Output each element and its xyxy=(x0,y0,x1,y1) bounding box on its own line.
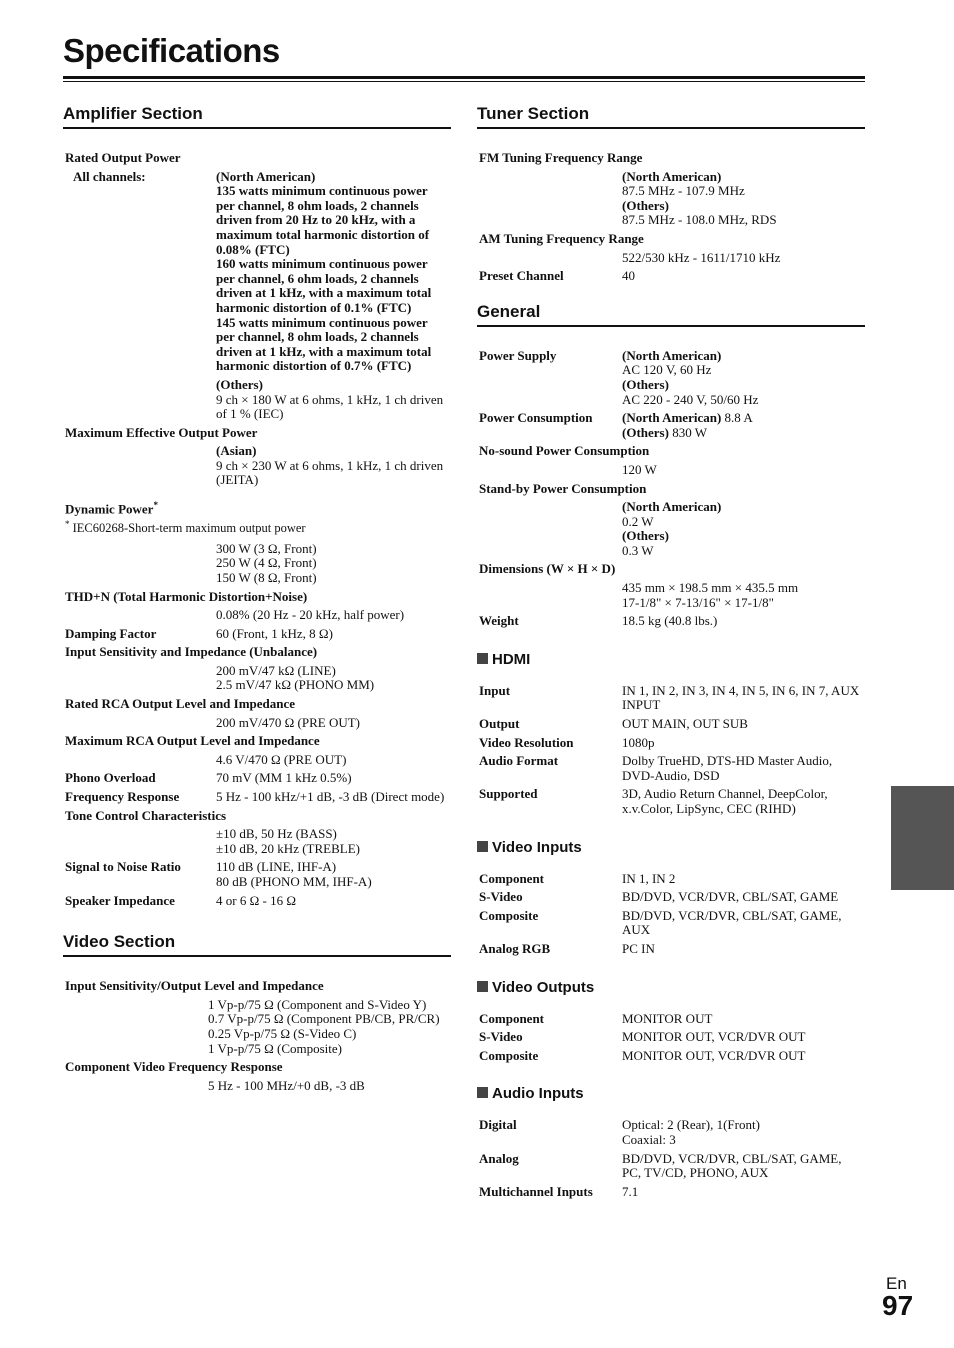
spec-value: ±10 dB, 20 kHz (TREBLE) xyxy=(216,840,360,856)
spec-value: AC 220 - 240 V, 50/60 Hz xyxy=(622,391,759,407)
spec-value: 17-1/8" × 7-13/16" × 17-1/8" xyxy=(622,594,774,610)
square-bullet-icon xyxy=(477,1087,488,1098)
analog-value: BD/DVD, VCR/DVR, CBL/SAT, GAME, PC, TV/CD, PHONO, AUX xyxy=(622,1150,842,1181)
component-frequency-label: Component Video Frequency Response xyxy=(65,1059,283,1075)
video-section-heading: Video Section xyxy=(63,932,451,957)
video-output-row-label: Component xyxy=(479,1010,545,1026)
max-rca-value: 4.6 V/470 Ω (PRE OUT) xyxy=(216,751,347,767)
rated-output-others-value xyxy=(214,378,451,426)
video-section xyxy=(63,932,451,1097)
square-bullet-icon xyxy=(477,653,488,664)
frequency-response-label: Frequency Response xyxy=(65,789,180,805)
video-outputs-heading xyxy=(477,979,865,996)
hdmi-heading xyxy=(477,651,865,668)
damping-label: Damping Factor xyxy=(65,625,157,641)
power-supply-label: Power Supply xyxy=(479,347,557,363)
video-input-row-label: Composite xyxy=(479,907,539,923)
snr-label: Signal to Noise Ratio xyxy=(65,859,181,875)
digital-value xyxy=(620,1118,865,1151)
video-input-row-value: PC IN xyxy=(622,940,655,956)
section-tab-marker xyxy=(891,786,954,890)
spec-value: 8.8 A xyxy=(724,410,753,426)
video-output-row-value: MONITOR OUT, VCR/DVR OUT xyxy=(622,1047,806,1063)
hdmi-row-label: Input xyxy=(479,682,511,698)
spec-value: 80 dB (PHONO MM, IHF-A) xyxy=(216,874,372,890)
region-label: (Others) xyxy=(622,424,669,440)
hdmi-spec-table xyxy=(477,684,865,821)
heading-text: Video Outputs xyxy=(492,978,595,996)
hdmi-row-label: Video Resolution xyxy=(479,734,574,750)
page-language: En xyxy=(886,1274,907,1293)
page-number: 97 xyxy=(882,1290,914,1321)
right-column xyxy=(477,104,865,1203)
rated-output-label: Rated Output Power xyxy=(65,150,181,165)
standby-label: Stand-by Power Consumption xyxy=(479,480,647,496)
region-label: (North American) xyxy=(216,168,316,184)
preset-channel-value: 40 xyxy=(622,268,635,284)
power-supply-value xyxy=(620,349,865,411)
frequency-response-value: 5 Hz - 100 kHz/+1 dB, -3 dB (Direct mode) xyxy=(216,789,445,805)
region-label: (North American) xyxy=(622,499,722,515)
spec-value: 830 W xyxy=(672,424,707,440)
spec-value: AC 120 V, 60 Hz xyxy=(622,362,712,378)
video-outputs-table xyxy=(477,1012,865,1068)
hdmi-row-value: 3D, Audio Return Channel, DeepColor, x.v.Color, LipSync, CEC (RIHD) xyxy=(622,786,828,816)
rated-rca-value: 200 mV/470 Ω (PRE OUT) xyxy=(216,714,360,730)
hdmi-row-value: OUT MAIN, OUT SUB xyxy=(622,716,748,732)
am-range-label: AM Tuning Frequency Range xyxy=(479,230,644,246)
phono-overload-label: Phono Overload xyxy=(65,770,156,786)
hdmi-row-value: 1080p xyxy=(622,734,655,750)
preset-channel-label: Preset Channel xyxy=(479,268,564,284)
tuner-spec-table xyxy=(477,151,865,288)
analog-label: Analog xyxy=(479,1150,519,1166)
label-text: Dynamic Power xyxy=(65,501,154,517)
spec-value: ±10 dB, 50 Hz (BASS) xyxy=(216,826,337,842)
snr-value xyxy=(214,860,451,893)
spec-value: 300 W (3 Ω, Front) xyxy=(216,540,317,556)
region-label: (North American) xyxy=(622,168,722,184)
weight-value: 18.5 kg (40.8 lbs.) xyxy=(622,613,718,629)
square-bullet-icon xyxy=(477,841,488,852)
spec-value: 0.3 W xyxy=(622,542,654,558)
spec-value: 135 watts minimum continuous power per channel, 8 ohm loads, 2 channels driven from 20 Hz to 20 kHz, with a maximum total harmonic distortion of 0.08% (FTC) xyxy=(216,183,430,257)
weight-label: Weight xyxy=(479,613,519,629)
region-label: (Others) xyxy=(622,197,669,213)
spec-value: 0.7 Vp-p/75 Ω (Component PB/CB, PR/CR) xyxy=(208,1011,440,1027)
tone-control-value xyxy=(214,827,451,860)
title-rule xyxy=(63,76,865,82)
general-spec-table xyxy=(477,349,865,633)
audio-inputs-table xyxy=(477,1118,865,1203)
nosound-label: No-sound Power Consumption xyxy=(479,443,650,459)
tone-control-label: Tone Control Characteristics xyxy=(65,807,227,823)
power-consumption-value xyxy=(620,411,865,444)
general-section xyxy=(477,302,865,633)
rated-output-na-value xyxy=(214,170,451,378)
fm-range-label: FM Tuning Frequency Range xyxy=(479,150,643,165)
video-input-row-label: Analog RGB xyxy=(479,940,551,956)
audio-inputs-heading xyxy=(477,1085,865,1102)
video-input-row-value: BD/DVD, VCR/DVR, CBL/SAT, GAME, AUX xyxy=(622,907,842,938)
hdmi-row-value: Dolby TrueHD, DTS-HD Master Audio, DVD-Audio, DSD xyxy=(622,753,833,783)
rated-rca-label: Rated RCA Output Level and Impedance xyxy=(65,696,296,712)
spec-value: 2.5 mV/47 kΩ (PHONO MM) xyxy=(216,677,375,693)
region-label: (Others) xyxy=(216,376,263,392)
damping-value: 60 (Front, 1 kHz, 8 Ω) xyxy=(216,625,333,641)
spec-value: 145 watts minimum continuous power per channel, 8 ohm loads, 2 channels driven at 1 kHz, with a maximum total harmonic distortion of 0.7% (FTC) xyxy=(216,314,432,374)
video-output-row-label: S-Video xyxy=(479,1029,523,1045)
input-sensitivity-value xyxy=(214,664,451,697)
spec-value: 87.5 MHz - 107.9 MHz xyxy=(622,183,745,199)
power-consumption-label: Power Consumption xyxy=(479,410,593,426)
spec-value: 1 Vp-p/75 Ω (Component and S-Video Y) xyxy=(208,996,427,1012)
footnote-text: IEC60268-Short-term maximum output power xyxy=(72,521,306,536)
video-inputs-table xyxy=(477,872,865,961)
input-sensitivity-label: Input Sensitivity and Impedance (Unbalance) xyxy=(65,644,318,660)
footnote-mark: * xyxy=(153,500,158,511)
video-output-row-label: Composite xyxy=(479,1047,539,1063)
spec-value: 150 W (8 Ω, Front) xyxy=(216,569,317,585)
max-effective-label: Maximum Effective Output Power xyxy=(65,424,258,440)
nosound-value: 120 W xyxy=(622,461,657,477)
spec-value: 9 ch × 180 W at 6 ohms, 1 kHz, 1 ch driven of 1 % (IEC) xyxy=(216,391,444,422)
dynamic-power-value xyxy=(214,542,451,590)
speaker-impedance-value: 4 or 6 Ω - 16 Ω xyxy=(216,892,296,908)
dimensions-label: Dimensions (W × H × D) xyxy=(479,561,616,577)
left-column xyxy=(63,104,451,1097)
dimensions-value xyxy=(620,581,865,614)
spec-value: 1 Vp-p/75 Ω (Composite) xyxy=(208,1040,342,1056)
video-input-row-value: BD/DVD, VCR/DVR, CBL/SAT, GAME xyxy=(622,889,839,905)
am-range-value: 522/530 kHz - 1611/1710 kHz xyxy=(622,249,781,265)
component-frequency-value: 5 Hz - 100 MHz/+0 dB, -3 dB xyxy=(208,1077,365,1093)
video-inputs-heading xyxy=(477,839,865,856)
standby-value xyxy=(620,500,865,562)
square-bullet-icon xyxy=(477,981,488,992)
video-input-row-value: IN 1, IN 2 xyxy=(622,870,676,886)
thd-label: THD+N (Total Harmonic Distortion+Noise) xyxy=(65,588,308,604)
video-input-row-label: S-Video xyxy=(479,889,523,905)
dynamic-power-footnote xyxy=(63,517,451,542)
dynamic-power-label xyxy=(63,492,451,517)
hdmi-row-value: IN 1, IN 2, IN 3, IN 4, IN 5, IN 6, IN 7, AUX INPUT xyxy=(622,682,860,713)
region-label: (Others) xyxy=(622,376,669,392)
thd-value: 0.08% (20 Hz - 20 kHz, half power) xyxy=(216,607,405,623)
hdmi-row-label: Output xyxy=(479,716,520,732)
digital-label: Digital xyxy=(479,1117,517,1133)
video-output-row-value: MONITOR OUT, VCR/DVR OUT xyxy=(622,1029,806,1045)
general-section-heading: General xyxy=(477,302,865,327)
video-output-row-value: MONITOR OUT xyxy=(622,1010,713,1026)
hdmi-row-label: Supported xyxy=(479,786,538,802)
max-effective-value xyxy=(214,444,451,492)
spec-value: Optical: 2 (Rear), 1(Front) xyxy=(622,1117,760,1133)
heading-text: Video Inputs xyxy=(492,838,582,856)
page-title: Specifications xyxy=(63,32,280,69)
region-label: (Others) xyxy=(622,528,669,544)
spec-value: 0.25 Vp-p/75 Ω (S-Video C) xyxy=(208,1025,357,1041)
spec-value: 87.5 MHz - 108.0 MHz, RDS xyxy=(622,212,777,228)
speaker-impedance-label: Speaker Impedance xyxy=(65,892,175,908)
spec-value: Coaxial: 3 xyxy=(622,1131,676,1147)
spec-value: 250 W (4 Ω, Front) xyxy=(216,555,317,571)
fm-range-value xyxy=(620,170,865,232)
spec-value: 9 ch × 230 W at 6 ohms, 1 kHz, 1 ch driven (JEITA) xyxy=(216,457,444,488)
multichannel-label: Multichannel Inputs xyxy=(479,1183,593,1199)
footnote-mark: * xyxy=(65,518,70,529)
region-label: (North American) xyxy=(622,347,722,363)
region-label: (North American) xyxy=(622,410,722,426)
spec-value: 0.2 W xyxy=(622,513,654,529)
phono-overload-value: 70 mV (MM 1 kHz 0.5%) xyxy=(216,770,352,786)
video-spec-table xyxy=(63,979,451,1097)
spec-value: 435 mm × 198.5 mm × 435.5 mm xyxy=(622,580,799,596)
hdmi-row-label: Audio Format xyxy=(479,753,559,769)
multichannel-value: 7.1 xyxy=(622,1183,639,1199)
spec-value: 160 watts minimum continuous power per channel, 6 ohm loads, 2 channels driven at 1 kHz, with a maximum total harmonic distortion of 0.1% (FTC) xyxy=(216,256,432,315)
tuner-section-heading: Tuner Section xyxy=(477,104,865,129)
spec-value: 110 dB (LINE, IHF-A) xyxy=(216,859,337,875)
heading-text: Audio Inputs xyxy=(492,1085,584,1103)
amplifier-spec-table xyxy=(63,151,451,912)
video-input-value xyxy=(206,998,451,1060)
spec-value: 200 mV/47 kΩ (LINE) xyxy=(216,662,336,678)
video-input-row-label: Component xyxy=(479,870,545,886)
max-rca-label: Maximum RCA Output Level and Impedance xyxy=(65,733,320,749)
region-label: (Asian) xyxy=(216,443,257,459)
amplifier-section-heading: Amplifier Section xyxy=(63,104,451,129)
all-channels-label: All channels: xyxy=(73,168,146,184)
heading-text: HDMI xyxy=(492,650,531,668)
video-input-label: Input Sensitivity/Output Level and Impedance xyxy=(65,978,324,994)
